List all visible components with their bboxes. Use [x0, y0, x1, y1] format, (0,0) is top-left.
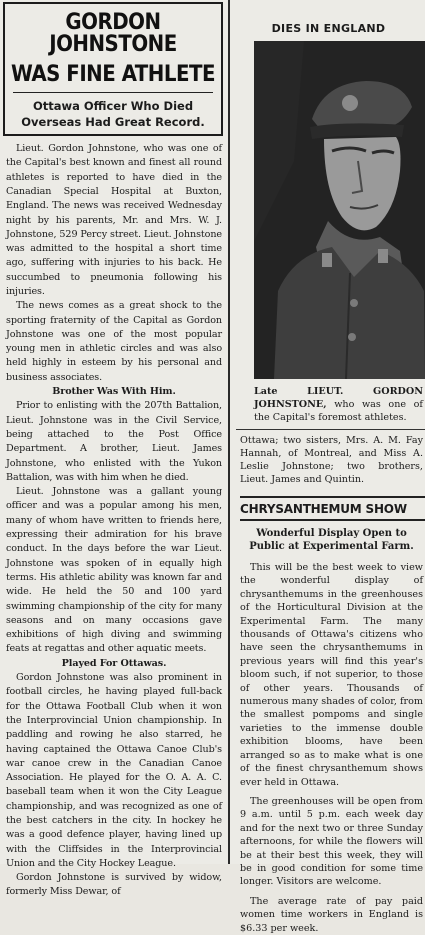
chrysanthemum-body: [240, 561, 423, 935]
paragraph: The news comes as a great shock to the sporting fraternity of the Capital as Gordon Johnstone was one of the most popular young men in athletic circles and was also held highly in esteem by his personal and business associates.: [6, 300, 222, 383]
photo-label: DIES IN ENGLAND: [271, 22, 386, 35]
paragraph: Prior to enlisting with the 207th Battalion, Lieut. Johnstone was in the Civil Service, being attached to the Post Office Department. A brother, Lieut. James Johnstone, who enlisted with the Yukon Battalion, was with him when he died.: [6, 400, 222, 483]
headline-box: [3, 2, 223, 136]
paragraph: Lieut. Johnstone was a gallant young officer and was a popular among his men, many of whom have written to friends here, expressing their admiration for his brave conduct. In the days before the war Lieut. Johnstone was spoken of in equally high terms. His athletic ability was known far and wide. He held the 50 and 100 yard swimming championship of the city for many seasons and on many occasions gave exhibitions of high diving and swimming feats at regattas and other aquatic meets.: [6, 486, 222, 655]
paragraph: Lieut. Gordon Johnstone, who was one of the Capital's best known and finest all round athletes is reported to have died in the Canadian Special Hospital at Buxton, England. The news was received Wednesday night by his parents, Mr. and Mrs. W. J. Johnstone, 529 Percy street. Lieut. Johnstone was admitted to the hospital a short time ago, suffering with injuries to his back. He succumbed to pneumonia following his injuries.: [6, 143, 222, 297]
section-subhead: Brother Was With Him.: [52, 386, 176, 398]
soldier-portrait-image: [254, 41, 425, 379]
section-subhead: Played For Ottawas.: [61, 657, 167, 669]
paragraph: The average rate of pay paid women time workers in England is $6.33 per week.: [240, 895, 423, 934]
column-rule: [228, 0, 230, 864]
article-body: [6, 142, 222, 900]
chrysanthemum-subheadline: Wonderful Display Open to Public at Experimental Farm.: [249, 528, 414, 552]
side-column: [232, 0, 425, 934]
subheadline: Ottawa Officer Who Died Overseas Had Great Record.: [13, 92, 213, 130]
paragraph: The greenhouses will be open from 9 a.m. until 5 p.m. each week day and for the next two or three Sunday afternoons, for while the flowers will be at their best this week, they will be in good condition for some time longer. Visitors are welcome.: [240, 795, 423, 888]
caption-text: who was one of the Capital's foremost athletes.: [254, 399, 423, 423]
paragraph: This will be the best week to view the wonderful display of chrysanthemums in the greenhouses of the Horticultural Division at the Experimental Farm. The many thousands of Ottawa's citizens who have seen the chrysanthemums in previous years will find this year's bloom such, if not superior, to those of other years. Thousands of numerous many shades of color, from the smallest pompoms and single varieties to the immense double exhibition blooms, have been arranged so as to make what is one of the finest chrysanthemum shows ever held in Ottawa.: [240, 562, 423, 788]
paragraph: Gordon Johnstone is survived by widow, formerly Miss Dewar, of: [6, 872, 222, 898]
caption-name: Late LIEUT. GORDON JOHNSTONE,: [254, 386, 423, 410]
headline-line-1: GORDON JOHNSTONE: [49, 10, 177, 57]
headline-line-2: WAS FINE ATHLETE: [10, 62, 215, 87]
portrait-photo: [254, 41, 425, 379]
paragraph: Gordon Johnstone was also prominent in football circles, he having played full-back for the Ottawa Football Club when it won the Interprovincial Union championship. In paddling and rowing he also starred, he having captained the Ottawa Canoe Club's war canoe crew in the Canadian Canoe Association. He played for the O. A. A. C. baseball team when it won the City League championship, and was recognized as one of the best catchers in the city. In hockey he was a good defence player, having lined up with the Cliffsides in the Interprovincial Union and the City Hockey League.: [6, 672, 222, 869]
chrysanthemum-headline: CHRYSANTHEMUM SHOW: [240, 496, 425, 521]
survivors-continuation: Ottawa; two sisters, Mrs. A. M. Fay Hannah, of Montreal, and Miss A. Leslie Johnstone; two brothers, Lieut. James and Quintin.: [240, 435, 423, 485]
divider: [236, 429, 425, 430]
photo-caption: [254, 385, 423, 424]
